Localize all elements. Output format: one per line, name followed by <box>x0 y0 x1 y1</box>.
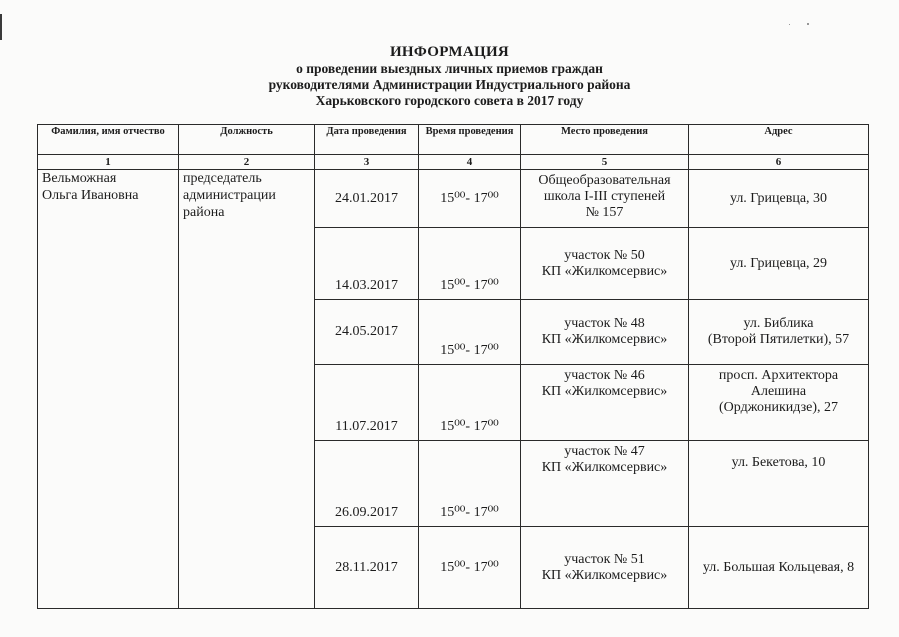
header-full-name: Фамилия, имя отчество <box>38 125 179 155</box>
column-number: 6 <box>689 155 869 170</box>
time-cell: 15⁰⁰- 17⁰⁰ <box>419 527 521 609</box>
column-number: 3 <box>315 155 419 170</box>
place-cell <box>521 300 689 365</box>
header-place: Место проведения <box>521 125 689 155</box>
person-name-line: Ольга Ивановна <box>42 188 139 203</box>
place-cell <box>521 527 689 609</box>
place-line: участок № 51 <box>564 551 645 567</box>
address-line: Алешина <box>750 384 807 399</box>
time-cell: 15⁰⁰- 17⁰⁰ <box>419 300 521 365</box>
date-cell: 28.11.2017 <box>315 527 419 609</box>
time-cell: 15⁰⁰- 17⁰⁰ <box>419 441 521 527</box>
header-address: Адрес <box>689 125 869 155</box>
place-cell <box>521 365 689 441</box>
place-line: школа І-ІІІ ступеней <box>543 189 666 204</box>
time-cell: 15⁰⁰- 17⁰⁰ <box>419 170 521 228</box>
address-line: ул. Грицевца, 29 <box>729 255 828 271</box>
place-line: КП «Жилкомсервис» <box>541 567 668 583</box>
place-line: КП «Жилкомсервис» <box>541 384 668 399</box>
scan-speck <box>789 24 790 25</box>
address-cell <box>689 300 869 365</box>
date-cell: 14.03.2017 <box>315 228 419 300</box>
time-cell: 15⁰⁰- 17⁰⁰ <box>419 228 521 300</box>
address-line: ул. Библика <box>743 316 814 331</box>
table-row <box>38 170 869 228</box>
column-number: 2 <box>179 155 315 170</box>
date-cell: 11.07.2017 <box>315 365 419 441</box>
place-cell <box>521 228 689 300</box>
subtitle-line: Харьковского городского совета в 2017 году <box>315 93 584 108</box>
position-line: председатель <box>183 171 262 186</box>
person-name-cell <box>38 170 179 609</box>
date-cell: 24.05.2017 <box>315 300 419 365</box>
address-cell <box>689 228 869 300</box>
address-line: ул. Грицевца, 30 <box>729 190 828 206</box>
place-line: № 157 <box>585 205 624 220</box>
position-line: администрации <box>183 188 276 203</box>
position-cell <box>179 170 315 609</box>
address-line: ул. Бекетова, 10 <box>731 455 826 470</box>
address-cell <box>689 170 869 228</box>
address-cell <box>689 527 869 609</box>
place-line: участок № 47 <box>564 444 645 459</box>
column-number: 4 <box>419 155 521 170</box>
document-title: ИНФОРМАЦИЯ <box>389 44 510 60</box>
place-line: КП «Жилкомсервис» <box>541 263 668 279</box>
header-date: Дата проведения <box>315 125 419 155</box>
place-cell <box>521 170 689 228</box>
date-cell: 24.01.2017 <box>315 170 419 228</box>
date-cell: 26.09.2017 <box>315 441 419 527</box>
header-time: Время проведения <box>419 125 521 155</box>
column-number: 5 <box>521 155 689 170</box>
place-line: КП «Жилкомсервис» <box>541 332 668 347</box>
scan-edge-mark <box>0 14 2 40</box>
place-line: участок № 48 <box>564 316 645 331</box>
address-line: ул. Большая Кольцевая, 8 <box>702 559 855 575</box>
subtitle-line: руководителями Администрации Индустриального района <box>268 77 631 92</box>
subtitle-line: о проведении выездных личных приемов граждан <box>296 61 603 76</box>
address-cell <box>689 365 869 441</box>
column-number-row <box>38 155 869 170</box>
reception-schedule-table <box>37 124 869 609</box>
place-cell <box>521 441 689 527</box>
header-position: Должность <box>179 125 315 155</box>
address-line: (Второй Пятилетки), 57 <box>707 332 850 347</box>
address-cell <box>689 441 869 527</box>
column-number: 1 <box>38 155 179 170</box>
time-cell: 15⁰⁰- 17⁰⁰ <box>419 365 521 441</box>
person-name-line: Вельможная <box>42 171 117 186</box>
place-line: КП «Жилкомсервис» <box>541 460 668 475</box>
scan-speck <box>807 23 809 25</box>
table-header-row <box>38 125 869 155</box>
address-line: просп. Архитектора <box>718 368 839 383</box>
document-title-block <box>0 44 899 109</box>
address-line: (Орджоникидзе), 27 <box>718 400 838 415</box>
place-line: Общеобразовательная <box>538 173 671 188</box>
place-line: участок № 46 <box>564 368 645 383</box>
place-line: участок № 50 <box>564 247 645 263</box>
position-line: района <box>183 205 225 220</box>
